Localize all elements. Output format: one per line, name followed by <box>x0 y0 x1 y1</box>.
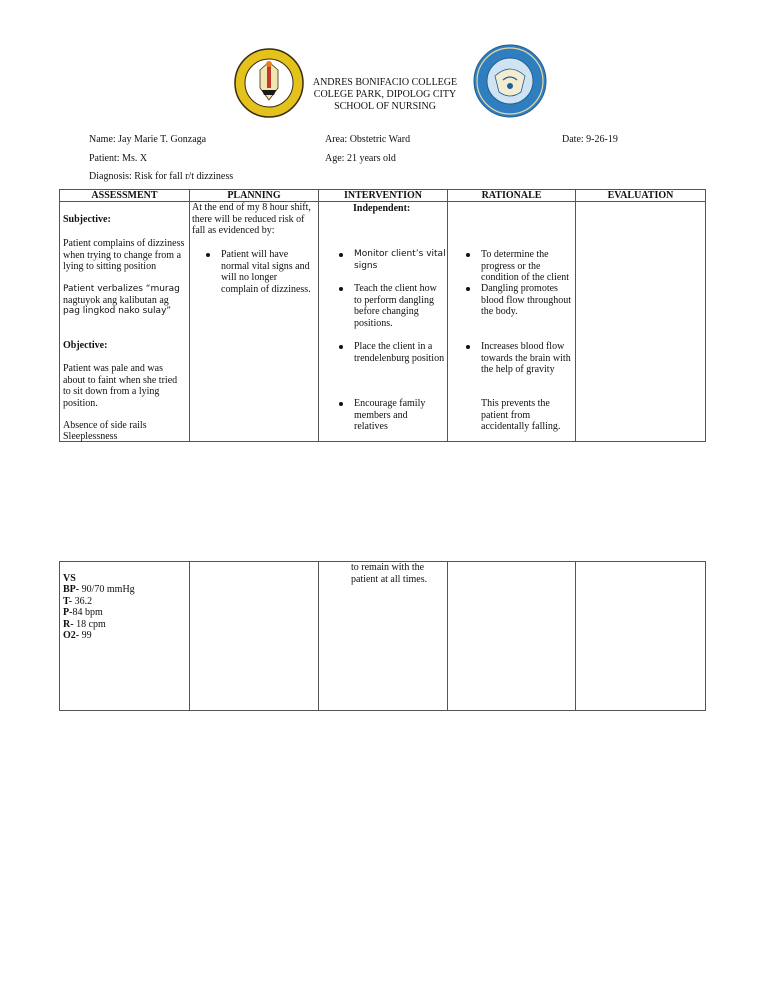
vitals-cell <box>60 562 190 711</box>
vital-temp: T- 36.2 <box>63 596 93 607</box>
cue: Sleeplessness <box>63 431 118 442</box>
patient: Patient: Ms. X <box>89 153 148 164</box>
planning-goal: At the end of my 8 hour shift, there will be reduced risk of fall as evidenced by: <box>192 202 311 236</box>
column-header: ASSESSMENT <box>60 190 190 202</box>
vital-pulse: P-84 bpm <box>63 607 103 618</box>
vitals-label: VS <box>63 573 76 584</box>
objective-text: Patient was pale and was about to faint when she tried to sit down from a lying position. <box>63 363 178 409</box>
column-header: PLANNING <box>190 190 319 202</box>
evaluation-cell <box>576 562 706 711</box>
college-name: ANDRES BONIFACIO COLLEGE <box>312 77 458 88</box>
column-header: EVALUATION <box>576 190 706 202</box>
vital-bp: BP- 90/70 mmHg <box>63 584 135 595</box>
planning-cell: At the end of my 8 hour shift, there will be reduced risk of fall as evidenced by: Patient will have normal vital signs and will no longer complain of dizziness. <box>190 202 319 442</box>
intervention-cell: Independent: Monitor client’s vital signs Teach the client how to perform dangling before changing positions. Place the client in a trendelenburg position Encourage family members and relatives <box>319 202 448 442</box>
subjective-label: Subjective: <box>63 214 111 225</box>
age: Age: 21 years old <box>325 153 396 164</box>
college-seal-logo <box>234 48 304 118</box>
intervention-continued: to remain with the patient at all times. <box>351 562 428 585</box>
evaluation-cell <box>576 202 706 442</box>
rationale-cell <box>448 562 576 711</box>
column-header: INTERVENTION <box>319 190 448 202</box>
area: Area: Obstetric Ward <box>325 134 411 145</box>
student-name: Name: Jay Marie T. Gonzaga <box>89 134 207 145</box>
cue: Absence of side rails <box>63 420 147 431</box>
planning-cell <box>190 562 319 711</box>
column-header: RATIONALE <box>448 190 576 202</box>
objective-label: Objective: <box>63 340 108 351</box>
care-plan-table <box>59 189 706 442</box>
verbalize-line: nagtuyok ang kalibutan ag <box>63 295 169 306</box>
rationale-text: This prevents the patient from accidentally falling. <box>481 398 561 432</box>
verbalize-line: pag lingkod nako sulay” <box>63 306 172 316</box>
nursing-seal-logo <box>473 44 547 118</box>
date: Date: 9-26-19 <box>562 134 618 145</box>
subjective-text: Patient complains of dizziness when trying to change from a lying to sitting position <box>63 238 185 272</box>
diagnosis: Diagnosis: Risk for fall r/t dizziness <box>89 171 234 182</box>
vital-resp: R- 18 cpm <box>63 619 106 630</box>
college-address: COLEGE PARK, DIPOLOG CITY <box>313 89 457 100</box>
school-name: SCHOOL OF NURSING <box>334 101 436 112</box>
intervention-label: Independent: <box>353 203 411 214</box>
rationale-cell: To determine the progress or the condition of the client Dangling promotes blood flow throughout the body. Increases blood flow towards the brain with the help of gravity This prevents the patient from accidentally falling. <box>448 202 576 442</box>
verbalize-line: Patient verbalizes “murag <box>63 284 180 294</box>
intervention-cell <box>319 562 448 711</box>
assessment-cell <box>60 202 190 442</box>
care-plan-continuation <box>59 561 706 711</box>
vital-o2: O2- 99 <box>63 630 92 641</box>
